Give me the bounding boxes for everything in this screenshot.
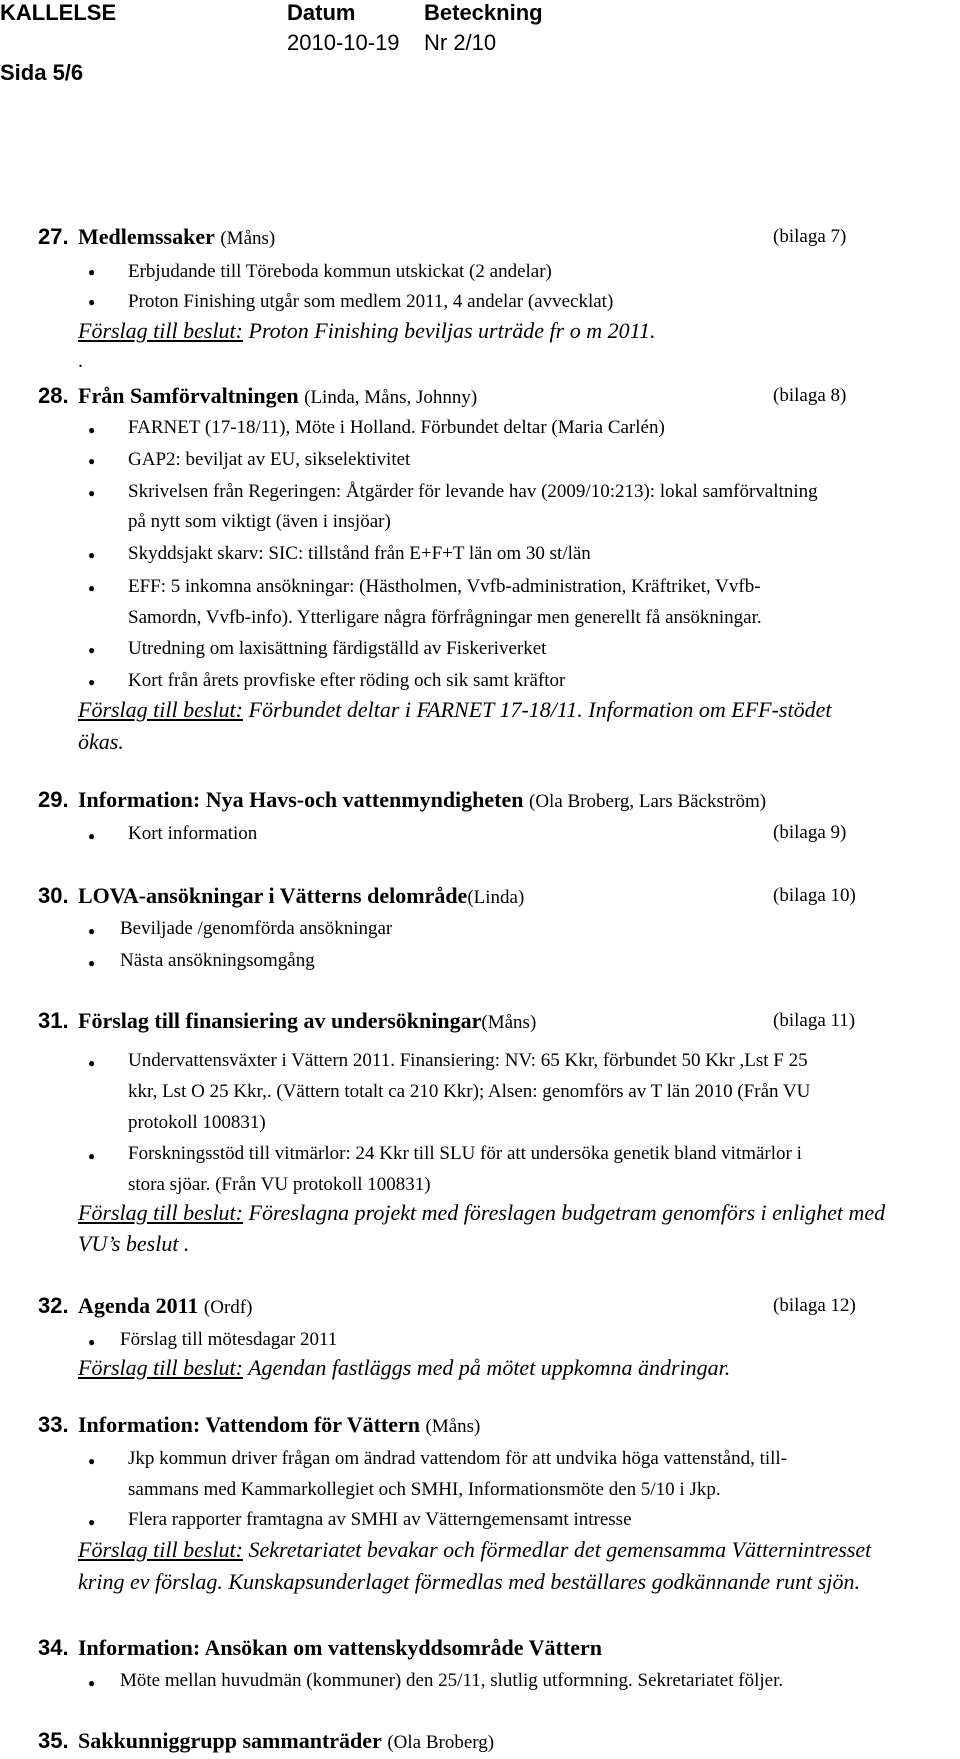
section-number: 34.: [38, 1635, 69, 1660]
section-number: 32.: [38, 1293, 69, 1318]
proposal-text: Föreslagna projekt med föreslagen budgetram genomförs i enlighet med: [248, 1200, 886, 1225]
section-heading: Från Samförvaltningen: [78, 383, 299, 408]
section-persons: (Måns): [481, 1012, 537, 1033]
proposal-label: Förslag till beslut:: [78, 318, 243, 343]
proposal-label: Förslag till beslut:: [78, 697, 243, 722]
proposal-label: Förslag till beslut:: [78, 1200, 243, 1225]
list-item: Skrivelsen från Regeringen: Åtgärder för levande hav (2009/10:213): lokal samförvaltning: [128, 481, 818, 502]
proposal-label: Förslag till beslut:: [78, 1355, 243, 1380]
bullet-icon: ●: [88, 924, 96, 938]
section-heading: Agenda 2011: [78, 1293, 199, 1318]
section-number: 28.: [38, 383, 69, 408]
datum-label: Datum: [287, 0, 356, 25]
section-title: [78, 1008, 536, 1036]
list-item: Forskningsstöd till vitmärlor: 24 Kkr till SLU för att undersöka genetik bland vitmärlor i: [128, 1143, 802, 1164]
section-title: [78, 1728, 494, 1756]
proposal-cont: kring ev förslag. Kunskapsunderlaget förmedlas med beställares godkännande runt sjön.: [78, 1569, 860, 1594]
bullet-icon: ●: [88, 1335, 96, 1349]
bullet-icon: ●: [88, 1056, 96, 1070]
section-heading: Information: Vattendom för Vättern: [78, 1412, 420, 1437]
list-item: FARNET (17-18/11), Möte i Holland. Förbundet deltar (Maria Carlén): [128, 417, 665, 438]
list-item: EFF: 5 inkomna ansökningar: (Hästholmen, Vvfb-administration, Kräftriket, Vvfb-: [128, 576, 761, 597]
section-title: [78, 787, 766, 815]
bullet-icon: ●: [88, 829, 96, 843]
bilaga-ref: (bilaga 7): [773, 226, 847, 247]
proposal-cont: ökas.: [78, 729, 124, 754]
proposal: [78, 1534, 871, 1566]
section-title: [78, 383, 477, 411]
bullet-icon: ●: [88, 295, 96, 309]
section-heading: LOVA-ansökningar i Vätterns delområde: [78, 883, 468, 908]
bullet-icon: ●: [88, 1515, 96, 1529]
list-item: GAP2: beviljat av EU, sikselektivitet: [128, 449, 411, 470]
section-heading: Information: Ansökan om vattenskyddsområde Vättern: [78, 1635, 602, 1660]
bullet-icon: ●: [88, 1454, 96, 1468]
bilaga-ref: (bilaga 8): [773, 385, 847, 406]
list-item-cont: Samordn, Vvfb-info). Ytterligare några förfrågningar men generellt få ansökningar.: [128, 607, 762, 628]
list-item: Flera rapporter framtagna av SMHI av Vätterngemensamt intresse: [128, 1509, 632, 1530]
bullet-icon: ●: [88, 548, 96, 562]
section-persons: (Ola Broberg): [387, 1732, 495, 1753]
proposal: [78, 694, 831, 726]
section-persons: (Måns): [220, 228, 276, 249]
bullet-icon: ●: [88, 265, 96, 279]
beteckning-value: Nr 2/10: [424, 30, 497, 55]
section-persons: (Ordf): [203, 1297, 253, 1318]
proposal: [78, 1197, 885, 1229]
bullet-icon: ●: [88, 643, 96, 657]
bilaga-ref: (bilaga 10): [773, 885, 856, 906]
bullet-icon: ●: [88, 454, 96, 468]
bullet-icon: ●: [88, 1676, 96, 1690]
page-number: Sida 5/6: [0, 60, 84, 85]
bilaga-ref: (bilaga 9): [773, 822, 847, 843]
section-title: [78, 1293, 252, 1321]
section-number: 30.: [38, 883, 69, 908]
bullet-icon: ●: [88, 1149, 96, 1163]
list-item: Förslag till mötesdagar 2011: [120, 1329, 338, 1350]
list-item: Skyddsjakt skarv: SIC: tillstånd från E+F+T län om 30 st/län: [128, 543, 591, 564]
bilaga-ref: (bilaga 12): [773, 1295, 856, 1316]
proposal-text: Proton Finishing beviljas urträde fr o m 2011.: [248, 318, 656, 343]
section-number: 33.: [38, 1412, 69, 1437]
section-persons: (Linda, Måns, Johnny): [304, 387, 478, 408]
section-title: [78, 224, 275, 252]
list-item: Erbjudande till Töreboda kommun utskickat (2 andelar): [128, 261, 552, 282]
list-item: Möte mellan huvudmän (kommuner) den 25/11, slutlig utformning. Sekretariatet följer.: [120, 1670, 784, 1691]
proposal-text: Agendan fastläggs med på mötet uppkomna ändringar.: [248, 1355, 731, 1380]
section-persons: (Linda): [467, 887, 525, 908]
list-item-cont: stora sjöar. (Från VU protokoll 100831): [128, 1174, 431, 1195]
list-item: Jkp kommun driver frågan om ändrad vattendom för att undvika höga vattenstånd, till-: [128, 1448, 788, 1469]
section-persons: (Ola Broberg, Lars Bäckström): [529, 791, 767, 812]
section-title: [78, 1412, 480, 1440]
bullet-icon: ●: [88, 423, 96, 437]
section-number: 31.: [38, 1008, 69, 1033]
bilaga-ref: (bilaga 11): [773, 1010, 856, 1031]
proposal-text: Sekretariatet bevakar och förmedlar det gemensamma Vätternintresset: [248, 1537, 872, 1562]
list-item: Utredning om laxisättning färdigställd av Fiskeriverket: [128, 638, 547, 659]
bullet-icon: ●: [88, 486, 96, 500]
bullet-icon: ●: [88, 956, 96, 970]
list-item-cont: protokoll 100831): [128, 1112, 266, 1133]
section-number: 29.: [38, 787, 69, 812]
doc-type: KALLELSE: [0, 0, 117, 25]
list-item: Undervattensväxter i Vättern 2011. Finansiering: NV: 65 Kkr, förbundet 50 Kkr ,Lst F 25: [128, 1050, 808, 1071]
list-item: Proton Finishing utgår som medlem 2011, 4 andelar (avvecklat): [128, 291, 614, 312]
list-item: Beviljade /genomförda ansökningar: [120, 918, 393, 939]
section-persons: (Måns): [425, 1416, 481, 1437]
bullet-icon: ●: [88, 675, 96, 689]
section-number: 35.: [38, 1728, 69, 1753]
proposal: [78, 1352, 730, 1384]
stray-dot: .: [78, 350, 83, 372]
list-item-cont: kkr, Lst O 25 Kkr,. (Vättern totalt ca 210 Kkr); Alsen: genomförs av T län 2010 (Från VU: [128, 1081, 811, 1102]
list-item: Kort information: [128, 823, 258, 844]
list-item: Kort från årets provfiske efter röding och sik samt kräftor: [128, 670, 566, 691]
proposal-label: Förslag till beslut:: [78, 1537, 243, 1562]
list-item: Nästa ansökningsomgång: [120, 950, 315, 971]
proposal-cont: VU’s beslut .: [78, 1231, 190, 1256]
section-heading: Förslag till finansiering av undersökningar: [78, 1008, 482, 1033]
bullet-icon: ●: [88, 581, 96, 595]
section-title: [78, 1635, 602, 1661]
section-number: 27.: [38, 224, 69, 249]
section-heading: Information: Nya Havs-och vattenmyndigheten: [78, 787, 524, 812]
section-title: [78, 883, 524, 911]
datum-value: 2010-10-19: [287, 30, 400, 55]
section-heading: Sakkunniggrupp sammanträder: [78, 1728, 382, 1753]
proposal-text: Förbundet deltar i FARNET 17-18/11. Information om EFF-stödet: [248, 697, 832, 722]
beteckning-label: Beteckning: [424, 0, 543, 25]
proposal: [78, 315, 656, 347]
list-item-cont: sammans med Kammarkollegiet och SMHI, Informationsmöte den 5/10 i Jkp.: [128, 1479, 721, 1500]
list-item-cont: på nytt som viktigt (även i insjöar): [128, 511, 391, 532]
section-heading: Medlemssaker: [78, 224, 215, 249]
